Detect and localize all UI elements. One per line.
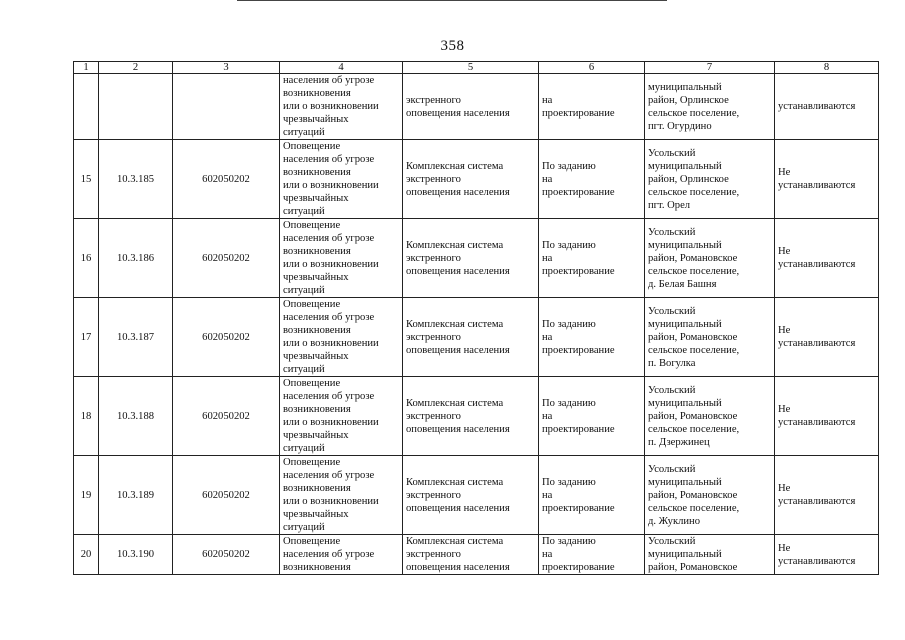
header-col-3: 3	[173, 62, 280, 74]
row-limits: Не устанавливаются	[778, 246, 856, 270]
row-object-name: Оповещение населения об угрозе возникновения или о возникновении чрезвычайных ситуаций	[283, 220, 379, 296]
row-basis: По заданию на проектирование	[542, 397, 615, 435]
header-col-6: 6	[539, 62, 645, 74]
row-location: Усольский муниципальный район, Орлинское сельское поселение, пгт. Орел	[648, 147, 740, 211]
row-number: 18	[74, 377, 99, 456]
top-rule	[237, 0, 667, 1]
row-okpd	[173, 74, 280, 140]
row-basis: По заданию на проектирование	[542, 476, 615, 514]
row-code: 10.3.189	[99, 456, 173, 535]
row-object-name: Оповещение населения об угрозе возникновения или о возникновении чрезвычайных ситуаций	[283, 457, 379, 533]
row-basis: на проектирование	[542, 94, 615, 119]
row-system: Комплексная система экстренного оповещения населения	[406, 239, 510, 277]
row-number: 19	[74, 456, 99, 535]
row-object-name: Оповещение населения об угрозе возникновения или о возникновении чрезвычайных ситуаций	[283, 378, 379, 454]
table-row	[74, 456, 879, 535]
row-number	[74, 74, 99, 140]
row-location: муниципальный район, Орлинское сельское поселение, пгт. Огурдино	[648, 81, 740, 132]
row-object-name: Оповещение населения об угрозе возникновения или о возникновении чрезвычайных ситуаций	[283, 141, 379, 217]
row-system: Комплексная система экстренного оповещения населения	[406, 318, 510, 356]
row-location: Усольский муниципальный район, Романовское сельское поселение, п. Вогулка	[648, 305, 740, 369]
row-code: 10.3.187	[99, 298, 173, 377]
row-okpd: 602050202	[173, 377, 280, 456]
row-number: 15	[74, 140, 99, 219]
row-code: 10.3.185	[99, 140, 173, 219]
continuation-row	[74, 74, 879, 140]
header-col-8: 8	[775, 62, 879, 74]
row-basis: По заданию на проектирование	[542, 318, 615, 356]
table-row	[74, 219, 879, 298]
row-number: 17	[74, 298, 99, 377]
row-basis: По заданию на проектирование	[542, 536, 615, 573]
row-limits: Не устанавливаются	[778, 542, 856, 567]
table-row	[74, 298, 879, 377]
row-system: Комплексная система экстренного оповещения населения	[406, 160, 510, 198]
row-basis: По заданию на проектирование	[542, 160, 615, 198]
header-col-5: 5	[403, 62, 539, 74]
row-object-name: населения об угрозе возникновения или о возникновении чрезвычайных ситуаций	[283, 75, 379, 138]
page-number: 358	[440, 38, 465, 54]
row-system: экстренного оповещения населения	[406, 94, 510, 119]
row-location: Усольский муниципальный район, Романовское сельское поселение, п. Дзержинец	[648, 384, 740, 448]
header-col-7: 7	[645, 62, 775, 74]
row-code	[99, 74, 173, 140]
row-number: 16	[74, 219, 99, 298]
header-col-1: 1	[74, 62, 99, 74]
row-limits: Не устанавливаются	[778, 325, 856, 349]
row-system: Комплексная система экстренного оповещения населения	[406, 397, 510, 435]
row-number: 20	[74, 535, 99, 575]
header-col-4: 4	[280, 62, 403, 74]
row-basis: По заданию на проектирование	[542, 239, 615, 277]
table-row	[74, 535, 879, 575]
header-row	[74, 62, 879, 74]
table-row	[74, 377, 879, 456]
registry-table	[73, 61, 879, 575]
row-okpd: 602050202	[173, 535, 280, 575]
row-object-name: Оповещение населения об угрозе возникновения или о возникновении чрезвычайных ситуаций	[283, 299, 379, 375]
row-code: 10.3.190	[99, 535, 173, 575]
row-location: Усольский муниципальный район, Романовское сельское поселение, д. Жуклино	[648, 463, 740, 527]
row-okpd: 602050202	[173, 298, 280, 377]
row-okpd: 602050202	[173, 219, 280, 298]
table-row	[74, 140, 879, 219]
row-limits: Не устанавливаются	[778, 483, 856, 507]
row-code: 10.3.186	[99, 219, 173, 298]
header-col-2: 2	[99, 62, 173, 74]
row-code: 10.3.188	[99, 377, 173, 456]
row-limits: Не устанавливаются	[778, 167, 856, 191]
row-system: Комплексная система экстренного оповещения населения	[406, 476, 510, 514]
row-limits: устанавливаются	[778, 101, 856, 112]
row-okpd: 602050202	[173, 140, 280, 219]
row-okpd: 602050202	[173, 456, 280, 535]
row-system: Комплексная система экстренного оповещения населения	[406, 536, 510, 573]
row-limits: Не устанавливаются	[778, 404, 856, 428]
row-location: Усольский муниципальный район, Романовское сельское поселение, д. Белая Башня	[648, 226, 740, 290]
row-object-name: Оповещение населения об угрозе возникновения	[283, 536, 375, 573]
row-location: Усольский муниципальный район, Романовское	[648, 536, 738, 573]
